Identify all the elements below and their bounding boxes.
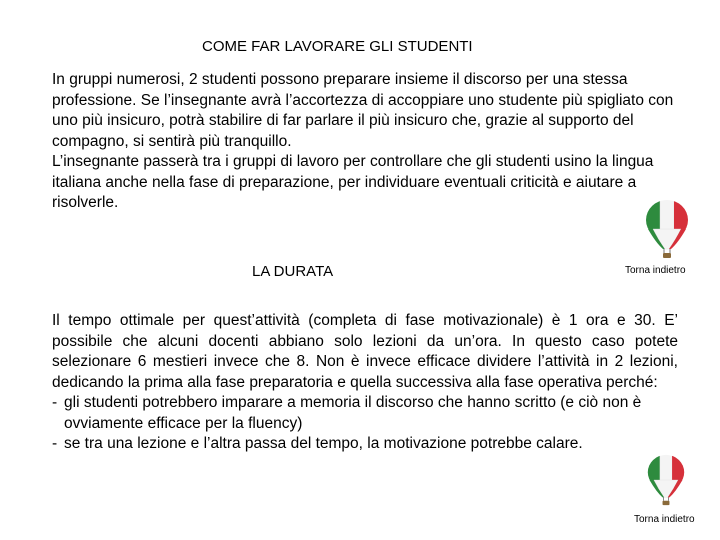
durata-paragraph: Il tempo ottimale per quest’attività (completa di fase motivazionale) è 1 ora e 30. E’ possibile che alcuni docenti abbiano solo lezioni da un’ora. In questo caso potete selezionare 6 mestieri invece che 8. Non è invece efficace dividere l’attività in 2 lezioni, dedicando la prima alla fase preparatoria e quella successiva alla fase operativa perché:	[52, 312, 678, 391]
intro-paragraph-2: L’insegnante passerà tra i gruppi di lavoro per controllare che gli studenti usino la lingua italiana anche nella fase di preparazione, per individuare eventuali criticità e aiutare a risolverle.	[52, 153, 654, 211]
back-link-bottom[interactable]: Torna indietro	[634, 514, 695, 525]
page-title: COME FAR LAVORARE GLI STUDENTI	[202, 38, 473, 55]
bullet-item-1: - gli studenti potrebbero imparare a memoria il discorso che hanno scritto (e ciò non è ovviamente efficace per la fluency)	[52, 393, 678, 434]
section-title-durata: LA DURATA	[252, 263, 334, 280]
durata-section	[52, 311, 678, 455]
italian-flag-balloon-icon	[644, 199, 690, 259]
italian-flag-balloon-icon	[646, 454, 686, 506]
back-link-top[interactable]: Torna indietro	[625, 265, 686, 276]
intro-section	[52, 70, 682, 214]
durata-bullet-list	[52, 393, 678, 455]
intro-paragraph-1: In gruppi numerosi, 2 studenti possono preparare insieme il discorso per una stessa professione. Se l’insegnante avrà l’accortezza di accoppiare uno studente più spigliato con uno più insicuro, potrà stabilire di far parlare il più insicuro che, grazie al supporto del compagno, si sentirà più tranquillo.	[52, 71, 674, 150]
bullet-item-2: - se tra una lezione e l’altra passa del tempo, la motivazione potrebbe calare.	[52, 434, 678, 455]
